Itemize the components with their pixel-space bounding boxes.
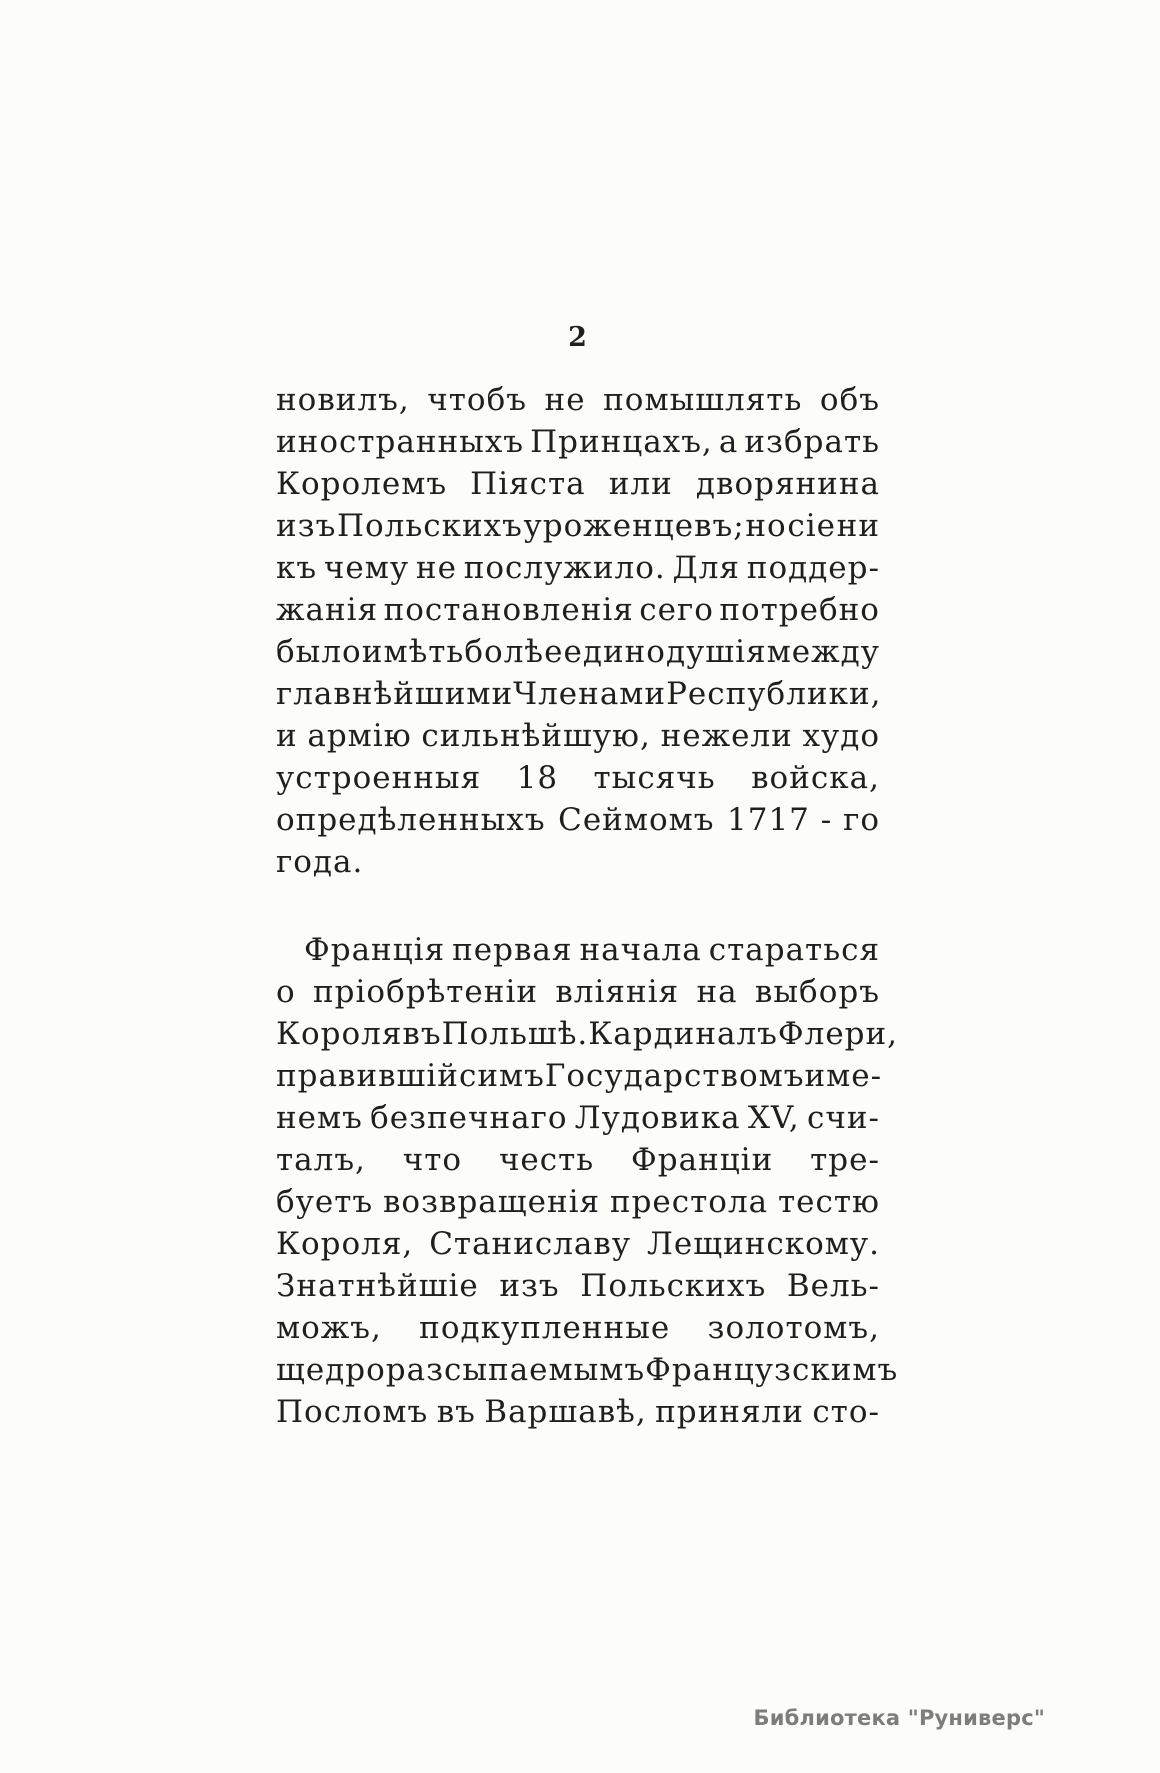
word: о xyxy=(276,974,296,1010)
word: ни xyxy=(836,508,880,544)
text-line xyxy=(276,592,880,634)
text-line xyxy=(276,1100,880,1142)
word: Польшѣ. xyxy=(441,1016,589,1052)
word: чему xyxy=(323,550,410,586)
word: постановленія xyxy=(383,592,634,628)
text-line xyxy=(276,424,880,466)
word: чтобъ xyxy=(427,382,527,418)
word: тысячь xyxy=(593,760,716,796)
word: сто- xyxy=(812,1394,880,1430)
text-line xyxy=(276,1142,880,1184)
word: Знатнѣйшіе xyxy=(276,1268,479,1304)
word: Лещинскому. xyxy=(647,1226,880,1262)
word: въ xyxy=(402,1016,442,1052)
word: нежели xyxy=(660,718,793,754)
word: возвращенія xyxy=(382,1184,601,1220)
word: Государствомъ xyxy=(544,1058,805,1094)
word: име- xyxy=(804,1058,883,1094)
word: новилъ, xyxy=(276,382,410,418)
word: престола xyxy=(609,1184,769,1220)
word: не xyxy=(415,550,457,586)
text-line xyxy=(276,1394,880,1436)
library-watermark: Библиотека "Руниверс" xyxy=(753,1706,1045,1730)
word: опредѣленныхъ xyxy=(276,802,546,838)
word: имѣть xyxy=(361,634,465,670)
word: иностранныхъ xyxy=(276,424,525,460)
word: между xyxy=(766,634,880,670)
word: безпечнаго xyxy=(370,1100,568,1136)
word: уроженцевъ; xyxy=(523,508,745,544)
word: правившій xyxy=(276,1058,459,1094)
word: было xyxy=(276,634,362,670)
word: года. xyxy=(276,844,364,880)
word: можъ, xyxy=(276,1310,382,1346)
text-line xyxy=(276,760,880,802)
text-line xyxy=(276,718,880,760)
word: Вель- xyxy=(786,1268,880,1304)
word: честь xyxy=(498,1142,595,1178)
word: стараться xyxy=(708,932,880,968)
word: помышлять xyxy=(603,382,803,418)
text-line xyxy=(276,974,880,1016)
text-line xyxy=(276,844,880,886)
word: единодушія xyxy=(563,634,767,670)
word: что xyxy=(402,1142,463,1178)
word: жанія xyxy=(276,592,379,628)
word: Королемъ xyxy=(276,466,448,502)
page-number: 2 xyxy=(568,322,588,353)
word: не xyxy=(544,382,586,418)
word: къ xyxy=(276,550,318,586)
word: Лудовика xyxy=(574,1100,741,1136)
word: сего xyxy=(639,592,714,628)
word: Станиславу xyxy=(429,1226,632,1262)
text-line xyxy=(276,466,880,508)
word: Польскихъ xyxy=(336,508,523,544)
word: и xyxy=(276,718,298,754)
word: 18 xyxy=(516,760,559,796)
word: объ xyxy=(819,382,880,418)
text-line xyxy=(276,1226,880,1268)
text-line xyxy=(276,1352,899,1394)
word: талъ, xyxy=(276,1142,366,1178)
word: Короля xyxy=(276,1016,403,1052)
word: на xyxy=(696,974,738,1010)
paragraph xyxy=(276,382,880,886)
text-line xyxy=(276,1016,899,1058)
word: буетъ xyxy=(276,1184,374,1220)
word: Франція xyxy=(304,932,446,968)
word: счи- xyxy=(807,1100,880,1136)
text-line xyxy=(276,1268,880,1310)
word: Польскихъ xyxy=(580,1268,767,1304)
word: послужило. xyxy=(463,550,666,586)
word: начала xyxy=(579,932,702,968)
word: изъ xyxy=(499,1268,560,1304)
text-line xyxy=(276,676,880,718)
word: Варшавѣ, xyxy=(484,1394,647,1430)
word: Флери, xyxy=(777,1016,899,1052)
word: или xyxy=(608,466,673,502)
word: главнѣйшими xyxy=(276,676,514,712)
page-text xyxy=(276,382,899,1436)
word: Членами xyxy=(513,676,667,712)
text-line xyxy=(276,550,880,592)
word: Принцахъ, xyxy=(530,424,713,460)
text-line xyxy=(276,634,880,676)
text-line xyxy=(276,1310,880,1352)
word: 1717 - го xyxy=(727,802,880,838)
word: Посломъ xyxy=(276,1394,429,1430)
word: выборъ xyxy=(754,974,880,1010)
text-line xyxy=(276,932,880,974)
word: дворянина xyxy=(695,466,880,502)
text-line xyxy=(276,1058,883,1100)
word: но xyxy=(745,508,787,544)
word: сіе xyxy=(787,508,836,544)
word: болѣе xyxy=(464,634,564,670)
word: изъ xyxy=(276,508,337,544)
word: худо xyxy=(802,718,880,754)
word: Республики, xyxy=(666,676,882,712)
word: въ xyxy=(436,1394,476,1430)
word: пріобрѣтеніи xyxy=(313,974,539,1010)
word: сильнѣйшую, xyxy=(421,718,651,754)
word: золотомъ, xyxy=(707,1310,880,1346)
word: Французскимъ xyxy=(645,1352,899,1388)
word: подкупленные xyxy=(419,1310,671,1346)
word: щедро xyxy=(276,1352,386,1388)
word: поддер- xyxy=(746,550,880,586)
paragraph xyxy=(276,932,899,1436)
word: избрать xyxy=(744,424,880,460)
word: приняли xyxy=(655,1394,804,1430)
word: Сеймомъ xyxy=(558,802,715,838)
word: Франціи xyxy=(631,1142,774,1178)
word: а xyxy=(718,424,739,460)
word: первая xyxy=(452,932,573,968)
word: разсыпаемымъ xyxy=(385,1352,646,1388)
word: устроенныя xyxy=(276,760,482,796)
word: войска, xyxy=(751,760,880,796)
text-line xyxy=(276,508,880,550)
word: Піяста xyxy=(470,466,586,502)
word: Для xyxy=(672,550,740,586)
word: XV, xyxy=(747,1100,800,1136)
word: тре- xyxy=(810,1142,880,1178)
word: тестю xyxy=(777,1184,880,1220)
word: вліянія xyxy=(555,974,680,1010)
text-line xyxy=(276,382,880,424)
word: армію xyxy=(307,718,412,754)
word: Кардиналъ xyxy=(588,1016,778,1052)
word: потребно xyxy=(719,592,880,628)
text-line xyxy=(276,802,880,844)
word: немъ xyxy=(276,1100,363,1136)
text-line xyxy=(276,1184,880,1226)
word: Короля, xyxy=(276,1226,414,1262)
word: симъ xyxy=(458,1058,545,1094)
